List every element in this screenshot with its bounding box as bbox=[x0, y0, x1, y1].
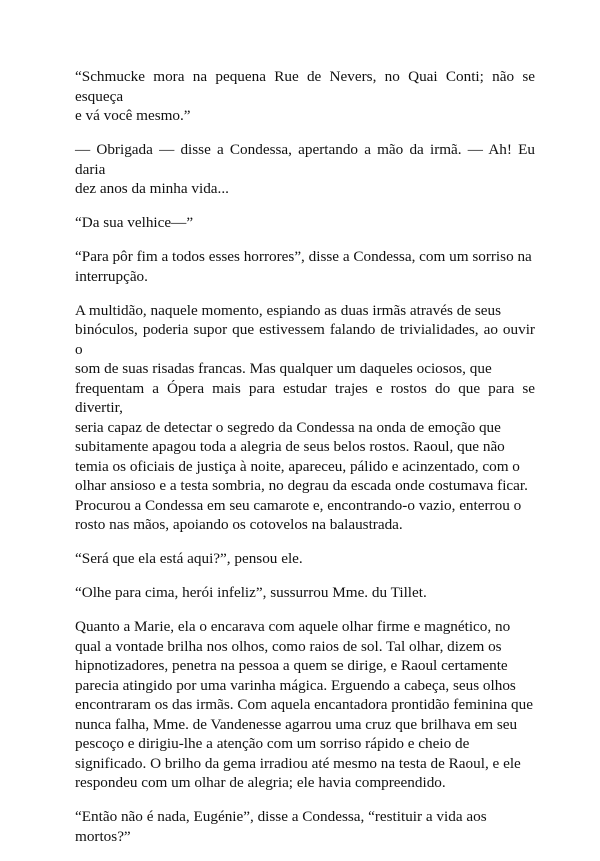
paragraph: “Olhe para cima, herói infeliz”, sussurrou Mme. du Tillet. bbox=[75, 584, 427, 601]
paragraph: “Então não é nada, Eugénie”, disse a Condessa, “restituir a vida aos mortos?” bbox=[75, 808, 487, 845]
paragraph: A multidão, naquele momento, espiando as duas irmãs através de seus binóculos, poderia supor que estivessem falando de trivialidades, ao ouvir o som de suas risadas francas. Mas qualquer um daqueles ociosos, que frequentam a Ópera mais para estudar trajes e rostos do que para se divertir, seria capaz de detectar o segredo da Condessa na onda de emoção que subitamente apagou toda a alegria de seus belos rostos. Raoul, que não temia os oficiais de justiça à noite, apareceu, pálido e acinzentado, com o olhar ansioso e a testa sombria, no degrau da escada onde costumava ficar. Procurou a Condessa em seu camarote e, encontrando-o vazio, enterrou o rosto nas mãos, apoiando os cotovelos na balaustrada. bbox=[75, 301, 535, 533]
paragraph: “Da sua velhice—” bbox=[75, 214, 194, 231]
paragraph: “Para pôr fim a todos esses horrores”, disse a Condessa, com um sorriso na interrupção. bbox=[75, 248, 532, 285]
paragraph: — Obrigada — disse a Condessa, apertando a mão da irmã. — Ah! Eu daria dez anos da minha vida... bbox=[75, 141, 535, 197]
paragraph: “Será que ela está aqui?”, pensou ele. bbox=[75, 550, 303, 567]
document-page bbox=[75, 67, 535, 861]
paragraph: Quanto a Marie, ela o encarava com aquele olhar firme e magnético, no qual a vontade brilha nos olhos, como raios de sol. Tal olhar, dizem os hipnotizadores, penetra na pessoa a quem se dirige, e Raoul certamente parecia atingido por uma varinha mágica. Erguendo a cabeça, seus olhos encontraram os das irmãs. Com aquela encantadora prontidão feminina que nunca falha, Mme. de Vandenesse agarrou uma cruz que brilhava em seu pescoço e dirigiu-lhe a atenção com um sorriso rápido e cheio de significado. O brilho da gema irradiou até mesmo na testa de Raoul, e ele respondeu com um olhar de alegria; ele havia compreendido. bbox=[75, 618, 533, 791]
paragraph: “Schmucke mora na pequena Rue de Nevers, no Quai Conti; não se esqueça e vá você mesmo.” bbox=[75, 68, 535, 124]
